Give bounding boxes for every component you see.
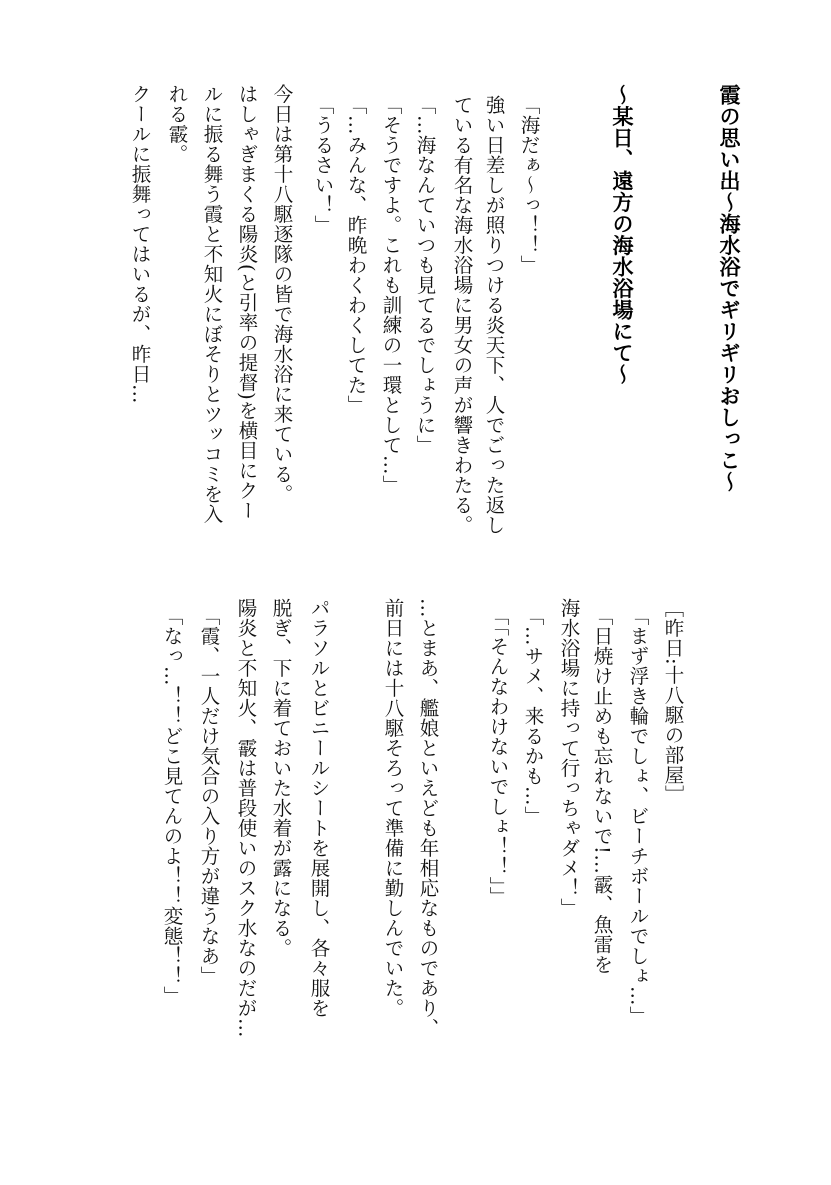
text-line: 陽炎と不知火、霰は普段使いのスク水なのだが… (234, 598, 258, 1038)
text-line: ている有名な海水浴場に男女の声が響きわたる。 (450, 95, 474, 535)
document-title: 霞の思い出～海水浴でギリギリおしっこ～ (717, 84, 741, 493)
text-line: 「なっ…！！どこ見てんのよ！！変態！！」 (160, 606, 184, 1006)
text-line: 「そうですよ。これも訓練の一環として…」 (379, 95, 403, 495)
text-line: ［昨日:十八駆の部屋］ (661, 598, 685, 806)
text-line: 「うるさい！」 (311, 95, 335, 235)
text-line: ルに振る舞う霞と不知火にぼそりとツッコミを入 (200, 84, 224, 524)
text-line: 「…サメ、来るかも…」 (521, 606, 545, 826)
text-line: 「…海なんていつも見てるでしょうに」 (413, 95, 437, 455)
text-line: れる霰。 (165, 84, 189, 164)
text-line: 海水浴場に持って行っちゃダメ！」 (557, 598, 581, 918)
text-line: 「「そんなわけないでしょ！！」」 (486, 606, 510, 907)
document-subtitle: ～某日、遠方の海水浴場にて～ (610, 84, 634, 385)
text-line: …とまあ、艦娘といえども年相応なものであり、 (416, 598, 440, 1038)
text-line: はしゃぎまくる陽炎(と引率の提督)を横目にクー (235, 84, 259, 521)
text-line: 「海だぁ～っ！！」 (517, 95, 541, 275)
text-line: 「まず浮き輪でしょ、ビーチボールでしょ…」 (626, 606, 650, 1026)
text-line: 「霞、一人だけ気合の入り方が違うなあ」 (197, 606, 221, 986)
text-line: パラソルとビニールシートを展開し、各々服を (307, 598, 331, 1018)
text-line: 「…みんな、昨晩わくわくしてた」 (344, 95, 368, 415)
text-line: クールに振舞ってはいるが、昨日… (128, 84, 152, 404)
text-line: 「日焼け止めも忘れないで!…霰、魚雷を (590, 606, 614, 975)
text-line: 強い日差しが照りつける炎天下、人でごった返し (482, 95, 506, 535)
text-line: 前日には十八駆そろって準備に勤しんでいた。 (381, 598, 405, 1018)
text-line: 今日は第十八駆逐隊の皆で海水浴に来ている。 (270, 84, 294, 504)
text-line: 脱ぎ、下に着ておいた水着が露になる。 (269, 598, 293, 958)
